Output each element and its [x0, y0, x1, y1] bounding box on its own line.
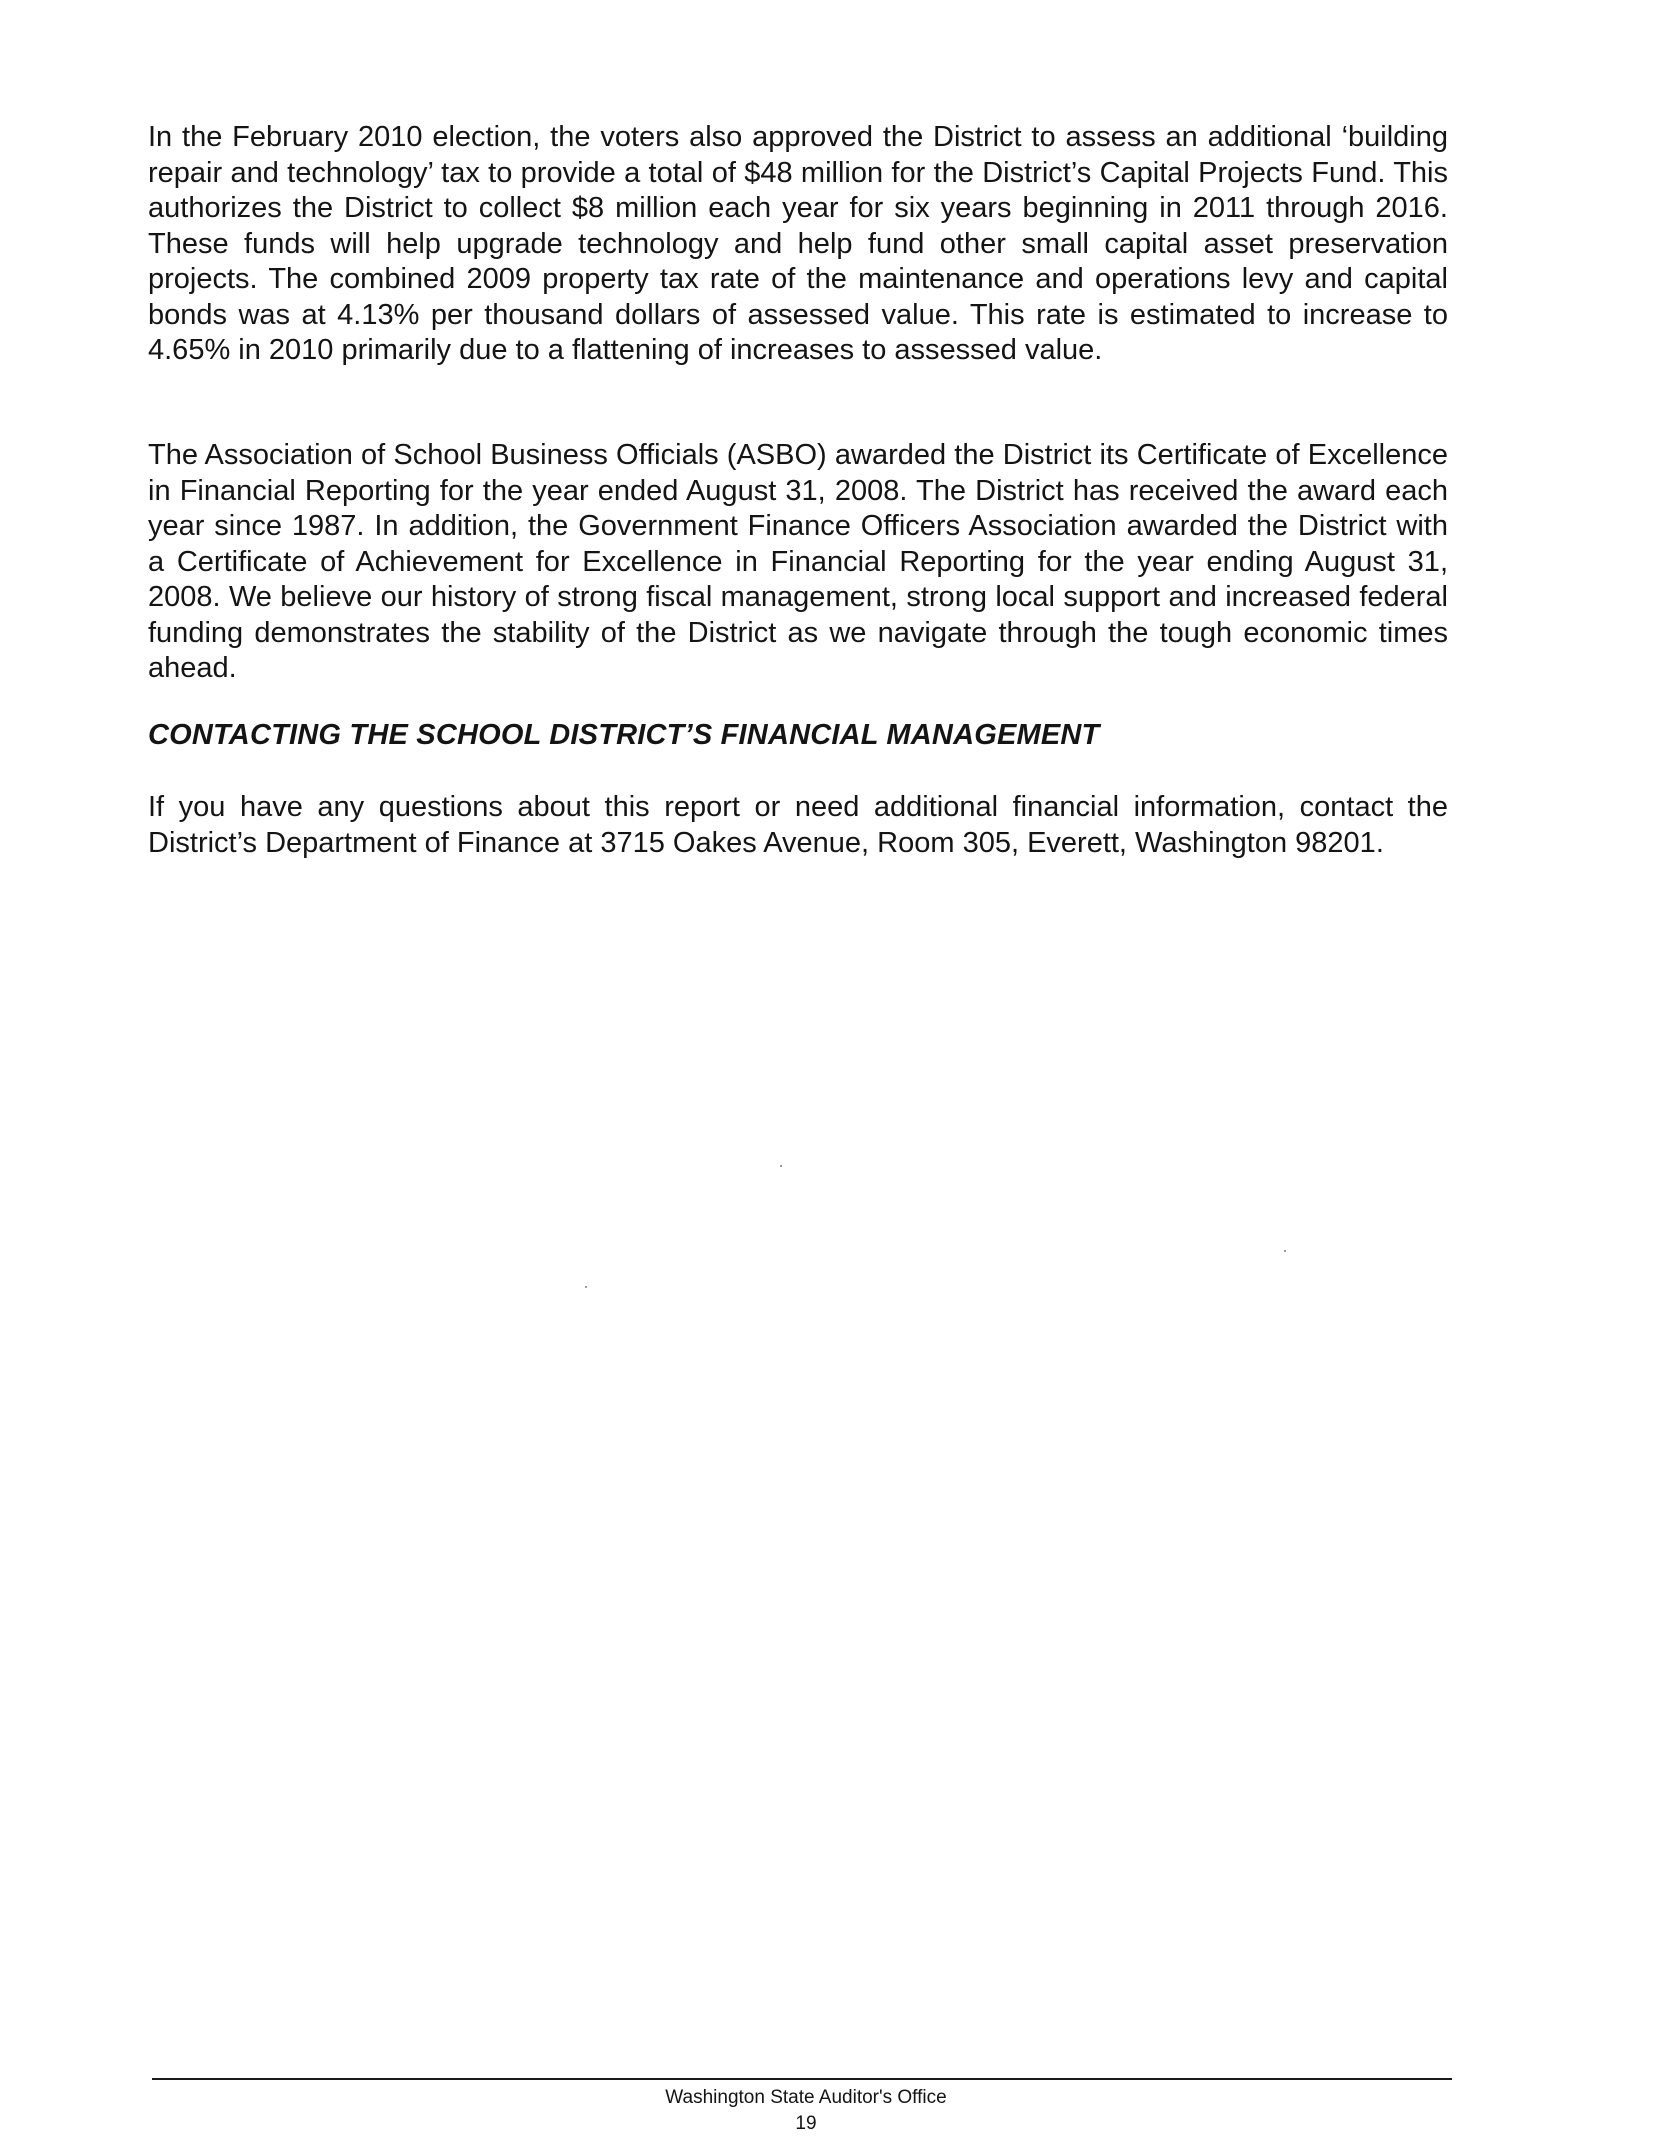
paragraph-election-tax: In the February 2010 election, the voters also approved the District to assess an additional ‘building repair and technology’ tax to provide a total of $48 million for the District’s Capital Projects Fund. This authorizes the District to collect $8 million each year for six years beginning in 2011 through 2016. These funds will help upgrade technology and help fund other small capital asset preservation projects. The combined 2009 property tax rate of the maintenance and operations levy and capital bonds was at 4.13% per thousand dollars of assessed value. This rate is estimated to increase to 4.65% in 2010 primarily due to a flattening of increases to assessed value. [148, 121, 1448, 366]
footer-divider [152, 2078, 1452, 2080]
scan-speck [585, 1286, 587, 1288]
paragraph-asbo-award: The Association of School Business Officials (ASBO) awarded the District its Certificate of Excellence in Financial Reporting for the year ended August 31, 2008. The District has received the award each year since 1987. In addition, the Government Finance Officers Association awarded the District with a Certificate of Achievement for Excellence in Financial Reporting for the year ending August 31, 2008. We believe our history of strong fiscal management, strong local support and increased federal funding demonstrates the stability of the District as we navigate through the tough economic times ahead. [148, 439, 1448, 684]
footer-office-name: Washington State Auditor's Office [665, 2087, 947, 2108]
paragraph-contact-info: If you have any questions about this report or need additional financial information, contact the District’s Department of Finance at 3715 Oakes Avenue, Room 305, Everett, Washington 98201. [148, 791, 1448, 859]
page-number: 19 [795, 2113, 817, 2134]
scan-speck [780, 1165, 782, 1167]
scan-speck [1284, 1250, 1286, 1252]
section-heading-contact: CONTACTING THE SCHOOL DISTRICT’S FINANCIAL MANAGEMENT [148, 719, 1100, 751]
